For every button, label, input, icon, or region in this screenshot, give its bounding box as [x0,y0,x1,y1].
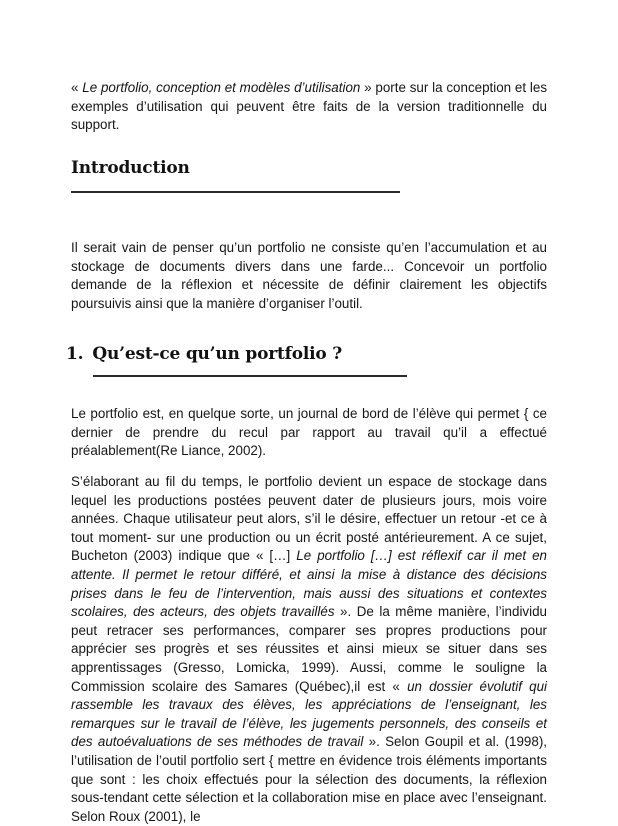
paragraph-text: ». Selon Goupil et al. (1998), l’utilisation de l’outil portfolio sert { mettre en évidence trois éléments importants que sont : les choix effectués pour la sélection des documents, la réflexion sous-tendant cette sélection et la collaboration mise en place avec l’enseignant. Selon Roux (2001), le [71,734,547,824]
intro-paragraph-text: » porte sur la conception et les exemples d’utilisation qui peuvent être faits de la version traditionnelle du support. [71,80,548,133]
section-number: 1. [66,344,84,364]
heading-underline [71,191,400,193]
introduction-paragraph: Il serait vain de penser qu’un portfolio ne consiste qu’en l’accumulation et au stockage de documents divers dans une farde... Concevoir un portfolio demande de la réflexion et nécessite de définir clairement les objectifs poursuivis ainsi que la manière d’organiser l’outil. [71,240,547,311]
section-heading-1 [66,343,342,365]
paragraph-text: S’élaborant au fil du temps, le portfolio devient un espace de stockage dans lequel les productions postées peuvent dater de plusieurs jours, mois voire années. Chaque utilisateur peut alors, s’il le désire, effectuer un retour -et ce à tout moment- sur une production ou un écrit posté antérieurement. A ce sujet, Bucheton (2003) indique que « […] [71,474,547,564]
document-title-reference: Le portfolio, conception et modèles d’utilisation [82,80,361,95]
section-1-paragraph-1: Le portfolio est, en quelque sorte, un journal de bord de l’élève qui permet { ce dernier de prendre du recul par rapport au travail qu’il a effectué préalablement(Re Liance, 2002). [71,406,547,459]
section-1-paragraph-2 [71,473,547,826]
quote-open: « [71,80,83,95]
heading-underline [93,375,407,377]
samares-quote: un dossier évolutif qui rassemble les travaux des élèves, les appréciations de l’enseignant, les remarques sur le travail de l’élève, les jugements personnels, des conseils et des autoévaluations de ses méthodes de travail [71,678,547,750]
section-title: Qu’est-ce qu’un portfolio ? [92,344,343,364]
section-heading-introduction: Introduction [71,158,190,178]
intro-paragraph [71,79,547,135]
paragraph-text: ». De la même manière, l’individu peut retracer ses performances, comparer ses propres productions pour apprécier ses progrès et ses réussites et ainsi mieux se situer dans ses apprentissages (Gresso, Lomicka, 1999). Aussi, comme le souligne la Commission scolaire des Samares (Québec),il est « [71,604,547,694]
bucheton-quote: Le portfolio […] est réflexif car il met en attente. Il permet le retour différé, et ainsi la mise à distance des décisions prises dans le feu de l’intervention, mais aussi des situations et contextes scolaires, des acteurs, des objets travaillés [71,548,547,620]
